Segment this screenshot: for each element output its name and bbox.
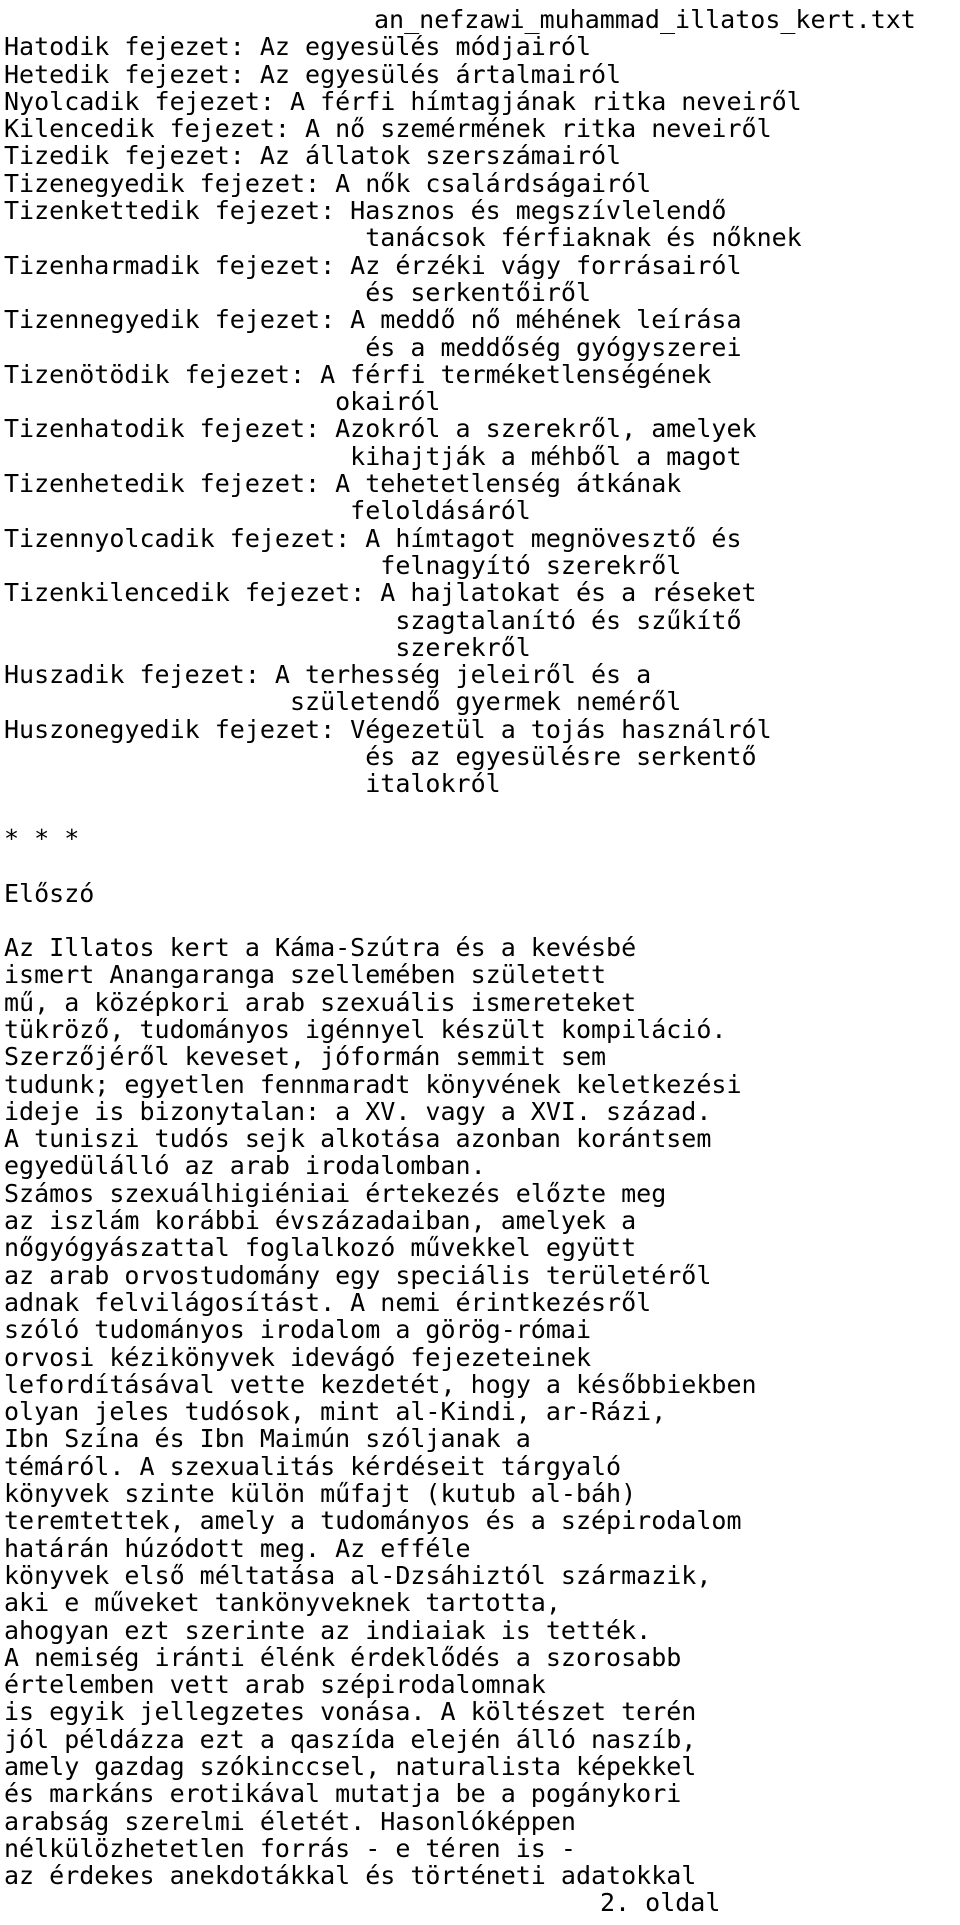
text-line: aki e műveket tankönyveknek tartotta,: [4, 1588, 561, 1618]
document-filename: an_nefzawi_muhammad_illatos_kert.txt: [374, 5, 916, 34]
text-line: tükröző, tudományos igénnyel készült kompiláció.: [4, 1014, 727, 1044]
toc-line: felnagyító szerekről: [4, 550, 682, 580]
text-line: az arab orvostudomány egy speciális területéről: [4, 1260, 712, 1290]
text-line: Ibn Szína és Ibn Maimún szóljanak a: [4, 1424, 531, 1454]
text-line: egyedülálló az arab irodalomban.: [4, 1151, 486, 1181]
text-line: lefordításával vette kezdetét, hogy a későbbiekben: [4, 1369, 757, 1399]
toc-line: Tizenharmadik fejezet: Az érzéki vágy forrásairól: [4, 250, 742, 280]
spacer: [4, 798, 956, 825]
section-title: Előszó: [4, 878, 95, 908]
text-line: arabság szerelmi életét. Hasonlóképpen: [4, 1806, 576, 1836]
text-line: szóló tudományos irodalom a görög-római: [4, 1315, 591, 1345]
toc-line: Hatodik fejezet: Az egyesülés módjairól: [4, 32, 591, 62]
page-number: 2. oldal: [600, 1888, 721, 1918]
document-page: [4, 6, 956, 1917]
toc-line: és serkentőiről: [4, 277, 591, 307]
text-line: határán húzódott meg. Az efféle: [4, 1533, 471, 1563]
toc-line: Huszadik fejezet: A terhesség jeleiről és a: [4, 660, 652, 690]
text-line: amely gazdag szókinccsel, naturalista képekkel: [4, 1752, 697, 1781]
text-line: Az Illatos kert a Káma-Szútra és a kevésbé: [4, 933, 637, 963]
toc-line: szerekről: [4, 632, 531, 662]
text-line: az érdekes anekdotákkal és történeti adatokkal: [4, 1861, 697, 1891]
text-line: A nemiség iránti élénk érdeklődés a szorosabb: [4, 1642, 682, 1672]
text-line: orvosi kézikönyvek idevágó fejezeteinek: [4, 1342, 591, 1372]
toc-line: és a meddőség gyógyszerei: [4, 332, 742, 362]
section-separator: * * *: [4, 823, 80, 853]
toc-line: kihajtják a méhből a magot: [4, 441, 742, 471]
toc-line: Tizennyolcadik fejezet: A hímtagot megnövesztő és: [4, 523, 742, 553]
text-line: könyvek szinte külön műfajt (kutub al-báh): [4, 1479, 637, 1509]
toc-line: tanácsok férfiaknak és nőknek: [4, 223, 802, 253]
text-line: Számos szexuálhigiéniai értekezés előzte meg: [4, 1178, 667, 1208]
text-line: az iszlám korábbi évszázadaiban, amelyek a: [4, 1206, 637, 1236]
toc-line: italokról: [4, 769, 501, 799]
spacer: [4, 852, 956, 879]
toc-line: Tizenhetedik fejezet: A tehetetlenség átkának: [4, 469, 682, 499]
text-line: tudunk; egyetlen fennmaradt könyvének keletkezési: [4, 1069, 742, 1099]
text-line: témáról. A szexualitás kérdéseit tárgyaló: [4, 1451, 622, 1481]
text-line: könyvek első méltatása al-Dzsáhiztól származik,: [4, 1560, 712, 1590]
body-text: [4, 934, 956, 1889]
spacer: [4, 907, 956, 934]
text-line: teremtettek, amely a tudományos és a szépirodalom: [4, 1506, 742, 1536]
toc-line: Tizenötödik fejezet: A férfi terméketlenségének: [4, 359, 712, 389]
text-line: értelemben vett arab szépirodalomnak: [4, 1670, 546, 1700]
text-line: ismert Anangaranga szellemében született: [4, 960, 607, 990]
toc-line: születendő gyermek neméről: [4, 687, 682, 717]
text-line: adnak felvilágosítást. A nemi érintkezésről: [4, 1287, 652, 1317]
text-line: nőgyógyászattal foglalkozó művekkel együtt: [4, 1233, 637, 1263]
toc-line: Huszonegyedik fejezet: Végezetül a tojás használról: [4, 714, 772, 744]
toc-line: Nyolcadik fejezet: A férfi hímtagjának ritka neveiről: [4, 86, 802, 116]
toc-line: Tizedik fejezet: Az állatok szerszámairól: [4, 141, 622, 171]
toc-line: szagtalanító és szűkítő: [4, 605, 742, 635]
toc-line: Tizenkilencedik fejezet: A hajlatokat és a réseket: [4, 578, 757, 608]
toc-line: Tizenhatodik fejezet: Azokról a szerekről, amelyek: [4, 414, 757, 444]
toc-line: Tizenegyedik fejezet: A nők csalárdságairól: [4, 168, 652, 198]
toc-line: Tizennegyedik fejezet: A meddő nő méhének leírása: [4, 305, 742, 335]
toc-line: Kilencedik fejezet: A nő szemérmének ritka neveiről: [4, 114, 772, 144]
text-line: ahogyan ezt szerinte az indiaiak is tették.: [4, 1615, 652, 1645]
text-line: ideje is bizonytalan: a XV. vagy a XVI. század.: [4, 1096, 712, 1126]
table-of-contents: [4, 33, 956, 797]
toc-line: és az egyesülésre serkentő: [4, 742, 757, 772]
text-line: is egyik jellegzetes vonása. A költészet terén: [4, 1697, 697, 1727]
text-line: mű, a középkori arab szexuális ismereteket: [4, 987, 637, 1017]
text-line: A tuniszi tudós sejk alkotása azonban korántsem: [4, 1124, 712, 1154]
text-line: olyan jeles tudósok, mint al-Kindi, ar-Rázi,: [4, 1397, 667, 1427]
toc-line: okairól: [4, 387, 441, 417]
text-line: Szerzőjéről keveset, jóformán semmit sem: [4, 1042, 607, 1072]
text-line: és markáns erotikával mutatja be a pogánykori: [4, 1779, 682, 1809]
text-line: jól példázza ezt a qaszída elején álló naszíb,: [4, 1724, 697, 1754]
toc-line: Hetedik fejezet: Az egyesülés ártalmairól: [4, 59, 622, 89]
toc-line: Tizenkettedik fejezet: Hasznos és megszívlelendő: [4, 196, 727, 226]
text-line: nélkülözhetetlen forrás - e téren is -: [4, 1833, 576, 1863]
toc-line: feloldásáról: [4, 496, 531, 526]
